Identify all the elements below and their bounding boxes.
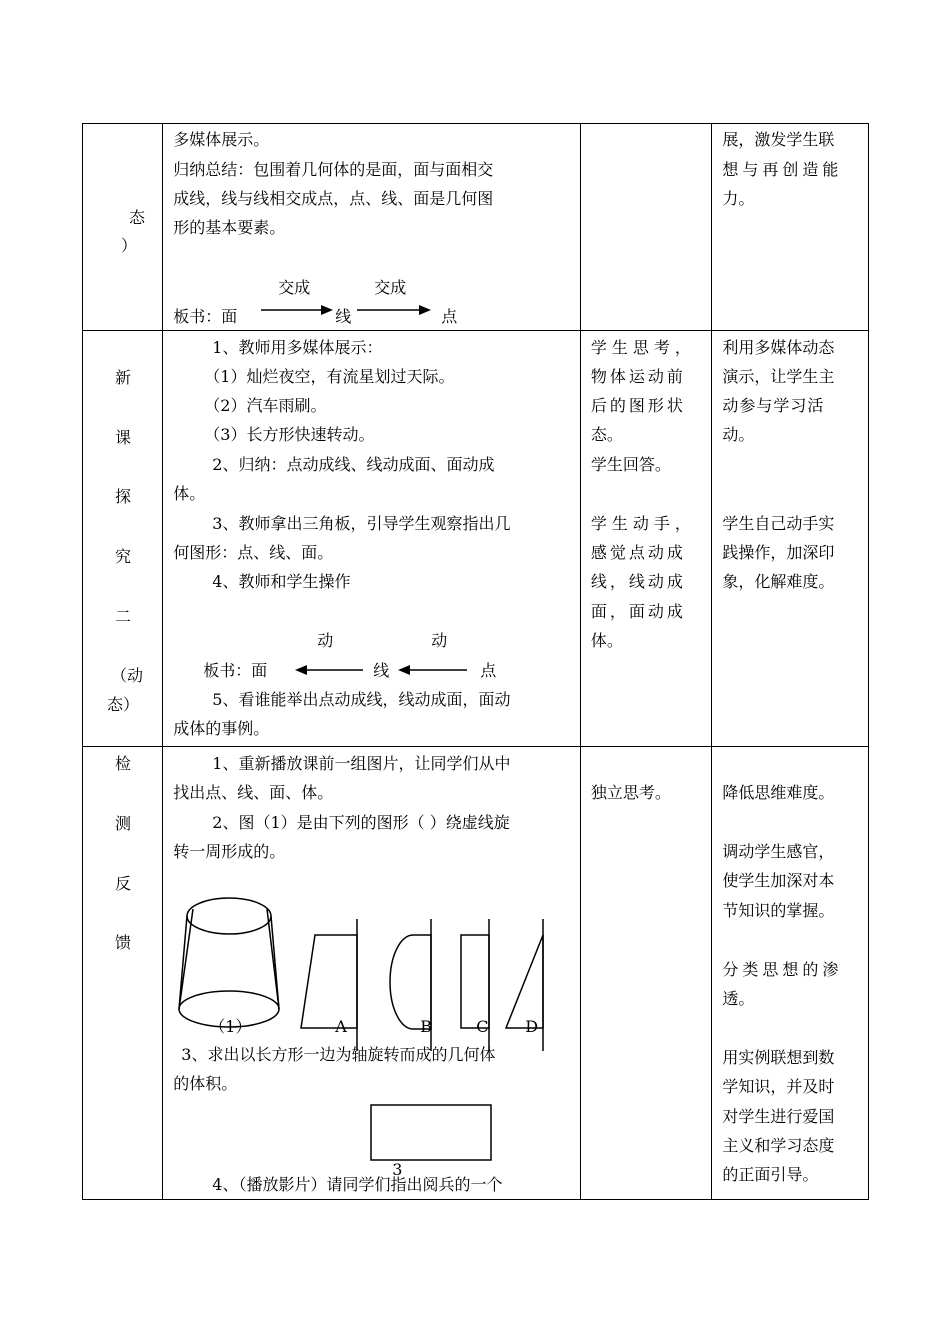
- text-line: 学生思考，: [590, 338, 696, 357]
- stage-cell: [83, 331, 163, 747]
- text-line: 多媒体展示。: [173, 130, 270, 149]
- table-row: [83, 331, 869, 747]
- text-line: 4、（播放影片）请同学们指出阅兵的一个: [212, 1175, 503, 1194]
- node-line: 线: [373, 661, 390, 680]
- text-line: 体。: [173, 484, 206, 503]
- text-line: 独立思考。: [590, 783, 671, 802]
- text-line: 线，线动成: [590, 572, 686, 591]
- text-line: 何图形：点、线、面。: [173, 543, 334, 562]
- content-cell: [163, 747, 581, 1200]
- text-line: 的正面引导。: [722, 1165, 819, 1184]
- stage-char: 馈: [115, 933, 132, 952]
- text-line: 5、看谁能举出点动成线，线动成面，面动: [212, 690, 511, 709]
- stage-char: 新: [115, 368, 132, 387]
- figure-label: B: [420, 1017, 433, 1036]
- text-line: 用实例联想到数: [722, 1048, 835, 1067]
- purpose-cell: [712, 124, 869, 331]
- text-line: 形的基本要素。: [173, 218, 286, 237]
- text-line: 3、求出以长方形一边为轴旋转而成的几何体: [181, 1045, 496, 1064]
- stage-char: 检: [115, 754, 132, 773]
- stage-char: ）: [121, 236, 138, 255]
- text-line: 1、教师用多媒体展示：: [212, 338, 383, 357]
- text-line: 践操作，加深印: [722, 543, 835, 562]
- board-label: 板书：面: [173, 307, 238, 326]
- text-line: 后的图形状: [590, 396, 686, 415]
- student-cell: [580, 747, 712, 1200]
- stage-cell: [83, 747, 163, 1200]
- board-arrows: [163, 331, 579, 747]
- figure-label: A: [335, 1017, 347, 1036]
- stage-cell: [83, 124, 163, 331]
- text-line: 态。: [590, 425, 623, 444]
- text-line: 面，面动成: [590, 602, 686, 621]
- text-line: 学生自己动手实: [722, 514, 835, 533]
- text-line: 学生动手，: [590, 514, 696, 533]
- stage-char: 反: [115, 874, 132, 893]
- table-row: [83, 747, 869, 1200]
- text-line: 找出点、线、面、体。: [173, 783, 334, 802]
- stage-char: 究: [115, 547, 132, 566]
- stage-char: 课: [115, 428, 132, 447]
- stage-char: 测: [115, 814, 132, 833]
- text-line: 对学生进行爱国: [722, 1107, 835, 1126]
- board-arrows: [163, 124, 579, 331]
- text-line: 动参与学习活: [722, 396, 825, 415]
- purpose-cell: [712, 331, 869, 747]
- text-line: 想与再创造能: [722, 160, 843, 179]
- text-line: 象，化解难度。: [722, 572, 835, 591]
- arrow-label: 交成: [374, 278, 407, 297]
- text-line: 学知识，并及时: [722, 1077, 835, 1096]
- text-line: 1、重新播放课前一组图片，让同学们从中: [212, 754, 511, 773]
- text-line: 成体的事例。: [173, 719, 270, 738]
- text-line: 力。: [722, 189, 755, 208]
- text-line: 展，激发学生联: [722, 130, 835, 149]
- text-line: （1）灿烂夜空，有流星划过天际。: [204, 367, 455, 386]
- text-line: 2、图（1）是由下列的图形（ ）绕虚线旋: [212, 813, 510, 832]
- table-row: [83, 124, 869, 331]
- node-line: 线: [335, 307, 352, 326]
- figure-a-trapezoid: [301, 919, 357, 1051]
- text-line: 学生回答。: [590, 455, 671, 474]
- text-line: 主义和学习态度: [722, 1136, 835, 1155]
- text-line: 使学生加深对本: [722, 871, 835, 890]
- rectangle-figure: [163, 1103, 579, 1163]
- board-label: 板书：面: [203, 661, 268, 680]
- figure-cone: [179, 898, 279, 1027]
- text-line: 物体运动前: [590, 367, 686, 386]
- arrow-label: 交成: [278, 278, 311, 297]
- stage-char: 探: [115, 487, 132, 506]
- text-line: （3）长方形快速转动。: [204, 425, 375, 444]
- figure-label: （1）: [209, 1017, 252, 1036]
- arrow-label: 动: [317, 631, 334, 650]
- node-point: 点: [480, 661, 497, 680]
- stage-char: 二: [115, 607, 132, 626]
- text-line: 转一周形成的。: [173, 842, 286, 861]
- text-line: 利用多媒体动态: [722, 338, 835, 357]
- student-cell: [580, 124, 712, 331]
- figure-label: D: [525, 1017, 539, 1036]
- text-line: 3、教师拿出三角板，引导学生观察指出几: [212, 514, 511, 533]
- purpose-cell: [712, 747, 869, 1200]
- text-line: 演示，让学生主: [722, 367, 835, 386]
- content-cell: [163, 331, 581, 747]
- text-line: 成线，线与线相交成点，点、线、面是几何图: [173, 189, 494, 208]
- lesson-plan-table: [82, 123, 869, 1200]
- text-line: 降低思维难度。: [722, 783, 835, 802]
- text-line: 的体积。: [173, 1074, 238, 1093]
- content-cell: [163, 124, 581, 331]
- figure-label: C: [476, 1017, 489, 1036]
- arrow-label: 动: [431, 631, 448, 650]
- text-line: 体。: [590, 631, 623, 650]
- node-point: 点: [441, 307, 458, 326]
- text-line: 动。: [722, 425, 755, 444]
- stage-char: （动: [111, 666, 144, 685]
- text-line: 2、归纳：点动成线、线动成面、面动成: [212, 455, 495, 474]
- student-cell: [580, 331, 712, 747]
- text-line: 分类思想的渗: [722, 960, 843, 979]
- stage-char: 态: [129, 208, 146, 227]
- text-line: 归纳总结：包围着几何体的是面，面与面相交: [173, 160, 494, 179]
- text-line: 节知识的掌握。: [722, 901, 835, 920]
- text-line: 透。: [722, 989, 755, 1008]
- text-line: 感觉点动成: [590, 543, 686, 562]
- rect-side-label: 3: [392, 1160, 403, 1179]
- stage-char: 态）: [107, 695, 140, 714]
- text-line: （2）汽车雨刷。: [204, 396, 327, 415]
- text-line: 调动学生感官，: [722, 842, 835, 861]
- text-line: 4、教师和学生操作: [212, 572, 351, 591]
